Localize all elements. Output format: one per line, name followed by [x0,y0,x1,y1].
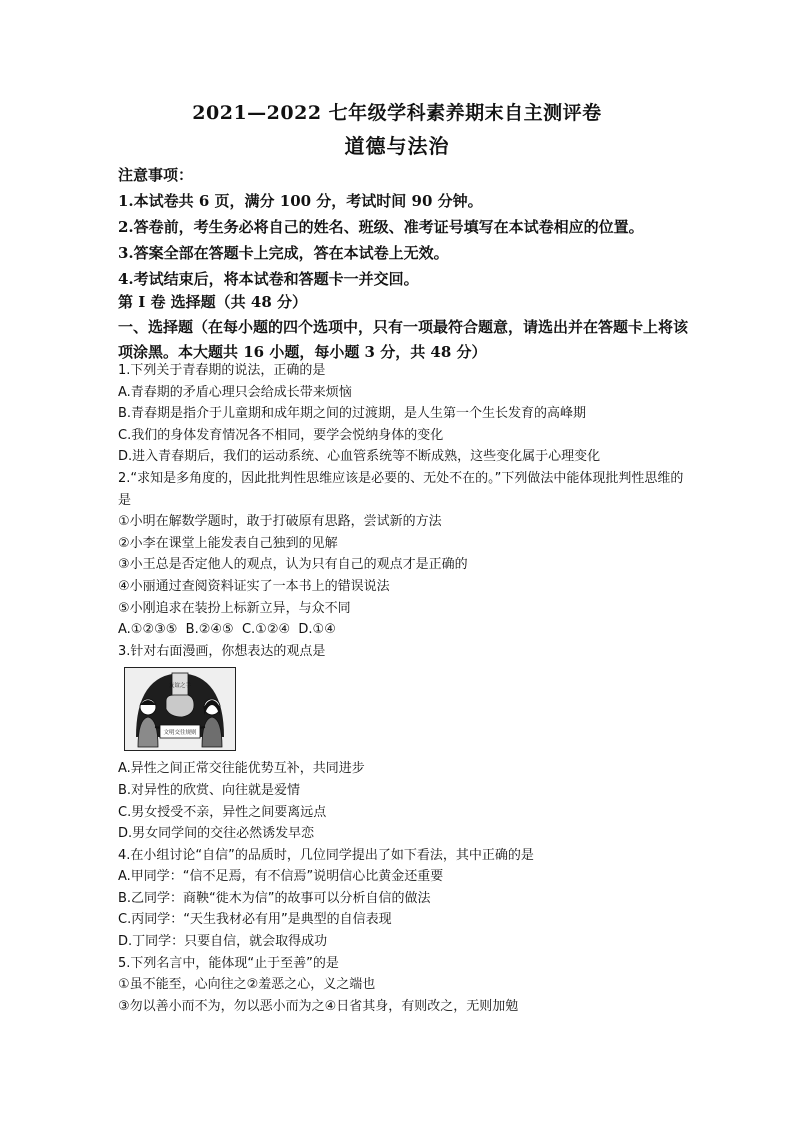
statement-1: ①小明在解数学题时，敢于打破原有思路，尝试新的方法 [118,514,442,530]
question-1 [118,360,688,468]
statement-1-2: ①虽不能至，心向往之②羞恶之心，义之端也 [118,977,376,993]
question-stem: 2.“求知是多角度的，因此批判性思维应该是必要的、无处不在的。”下列做法中能体现批判性思维的是 [118,470,684,508]
statement-5: ⑤小刚追求在装扮上标新立异，与众不同 [118,600,351,616]
section-title: 第 I 卷 选择题（共 48 分） [118,293,308,311]
question-5 [118,953,688,1018]
question-stem: 5.下列名言中，能体现“止于至善”的是 [118,955,339,971]
note-item: 2.答卷前，考生务必将自己的姓名、班级、准考证号填写在本试卷相应的位置。 [118,218,644,236]
option-c: C.我们的身体发育情况各不相同，要学会悦纳身体的变化 [118,427,444,443]
options-line: A.①②③⑤ B.②④⑤ C.①②④ D.①④ [118,622,336,638]
question-2 [118,468,688,641]
section-instructions: 一、选择题（在每小题的四个选项中，只有一项最符合题意，请选出并在答题卡上将该项涂黑。本大题共 16 小题，每小题 3 分，共 48 分） [118,318,689,361]
option-a: A.青春期的矛盾心理只会给成长带来烦恼 [118,384,352,400]
option-b: B.青春期是指介于儿童期和成年期之间的过渡期，是人生第一个生长发育的高峰期 [118,406,587,422]
hand-label: 友谊之手 [168,683,192,690]
cartoon-image [124,667,236,751]
question-stem: 1.下列关于青春期的说法，正确的是 [118,363,326,378]
option-b: B.对异性的欣赏、向往就是爱情 [118,782,301,798]
subject-title: 道德与法治 [344,134,450,158]
option-c: C.男女授受不亲，异性之间要离远点 [118,804,327,820]
question-3 [118,641,688,845]
note-item: 3.答案全部在答题卡上完成，答在本试卷上无效。 [118,244,449,262]
question-4 [118,845,688,953]
option-d: D.男女同学间的交往必然诱发早恋 [118,826,315,842]
exam-title: 2021—2022 七年级学科素养期末自主测评卷 [192,102,602,124]
option-d: D.进入青春期后，我们的运动系统、心血管系统等不断成熟，这些变化属于心理变化 [118,449,601,465]
question-stem: 4.在小组讨论“自信”的品质时，几位同学提出了如下看法，其中正确的是 [118,847,534,863]
questions-list [118,360,688,1017]
option-b: B.乙同学：商鞅“徙木为信”的故事可以分析自信的做法 [118,890,431,906]
statement-3: ③小王总是否定他人的观点，认为只有自己的观点才是正确的 [118,557,468,573]
question-stem: 3.针对右面漫画，你想表达的观点是 [118,643,326,659]
note-item: 4.考试结束后，将本试卷和答题卡一并交回。 [118,270,419,288]
note-item: 1.本试卷共 6 页，满分 100 分，考试时间 90 分钟。 [118,192,483,210]
option-d: D.丁同学：只要自信，就会取得成功 [118,934,328,950]
statement-4: ④小丽通过查阅资料证实了一本书上的错误说法 [118,578,390,594]
statement-3-4: ③勿以善小而不为，勿以恶小而为之④日省其身，有则改之，无则加勉 [118,998,519,1014]
sign-label: 文明交往规则 [163,730,197,737]
choice-section-header [118,290,688,365]
statement-2: ②小李在课堂上能发表自己独到的见解 [118,535,338,551]
notes-section [118,162,688,292]
option-a: A.甲同学：“信不足焉，有不信焉”说明信心比黄金还重要 [118,869,444,885]
option-c: C.丙同学：“天生我材必有用”是典型的自信表现 [118,912,392,928]
option-a: A.异性之间正常交往能优势互补，共同进步 [118,761,365,777]
notes-heading: 注意事项： [118,166,194,184]
